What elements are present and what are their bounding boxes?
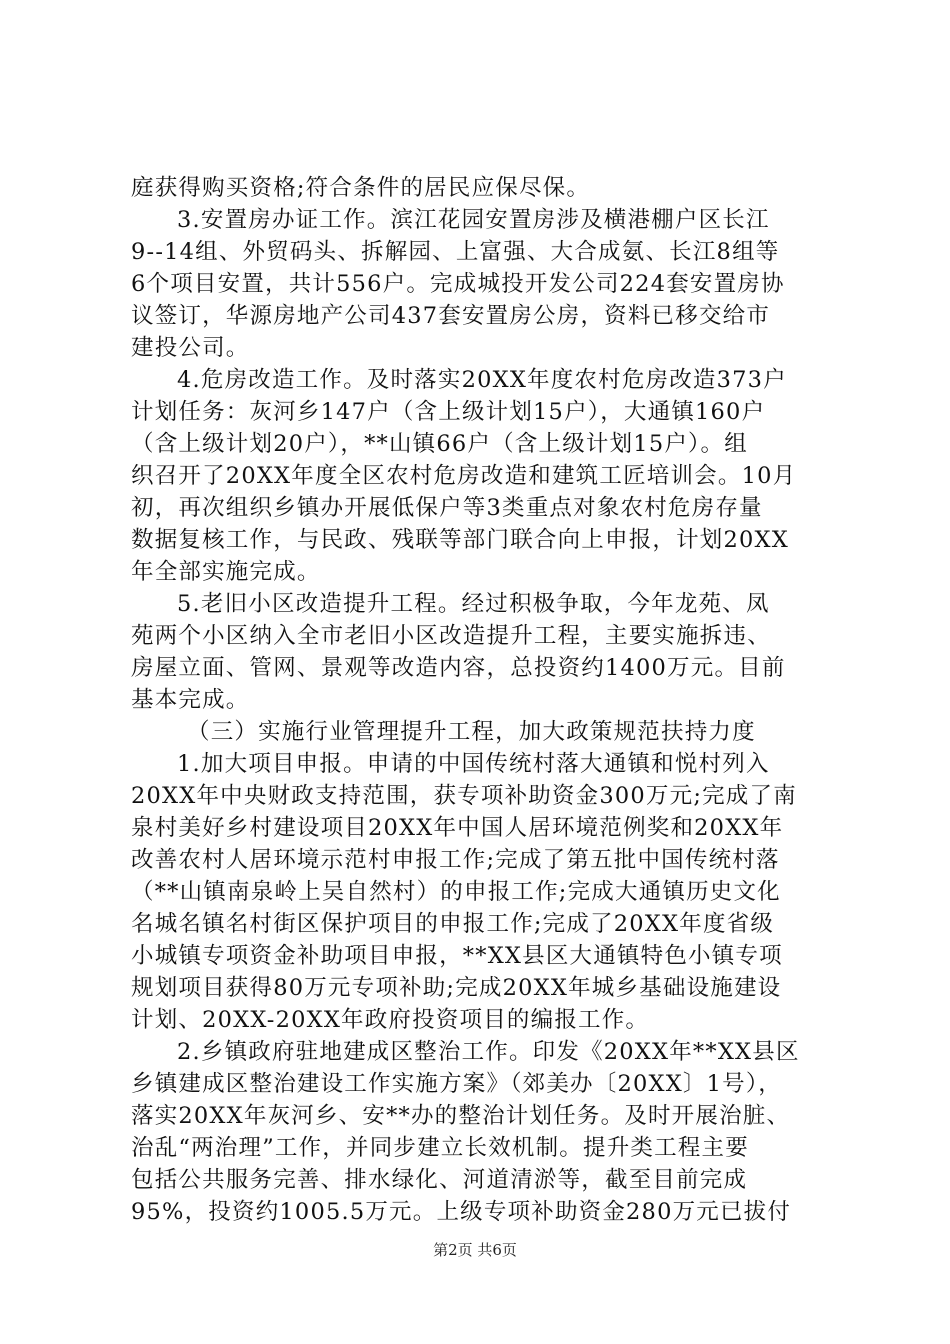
- paragraph-line: 初，再次组织乡镇办开展低保户等3类重点对象农村危房存量: [131, 495, 763, 521]
- paragraph-line: 9--14组、外贸码头、拆解园、上富强、大合成氨、长江8组等: [131, 239, 780, 265]
- paragraph-line: 包括公共服务完善、排水绿化、河道清淤等，截至目前完成: [131, 1167, 748, 1193]
- paragraph-line: 改善农村人居环境示范村申报工作;完成了第五批中国传统村落: [131, 847, 780, 873]
- paragraph-line: 小城镇专项资金补助项目申报，**XX县区大通镇特色小镇专项: [131, 943, 783, 969]
- paragraph-line: 名城名镇名村街区保护项目的申报工作;完成了20XX年度省级: [131, 911, 775, 937]
- paragraph-line: 基本完成。: [131, 687, 250, 713]
- paragraph-line: 2.乡镇政府驻地建成区整治工作。印发《20XX年**XX县区: [177, 1039, 800, 1065]
- paragraph-line: 计划、20XX-20XX年政府投资项目的编报工作。: [131, 1007, 650, 1033]
- paragraph-line: 织召开了20XX年度全区农村危房改造和建筑工匠培训会。10月: [131, 463, 797, 489]
- paragraph-line: 3.安置房办证工作。滨江花园安置房涉及横港棚户区长江: [177, 207, 770, 233]
- paragraph-line: 治乱“两治理”工作，并同步建立长效机制。提升类工程主要: [131, 1135, 749, 1161]
- paragraph-line: 规划项目获得80万元专项补助;完成20XX年城乡基础设施建设: [131, 975, 782, 1001]
- paragraph-line: 泉村美好乡村建设项目20XX年中国人居环境范例奖和20XX年: [131, 815, 784, 841]
- paragraph-line: 4.危房改造工作。及时落实20XX年度农村危房改造373户: [177, 367, 787, 393]
- paragraph-line: 房屋立面、管网、景观等改造内容，总投资约1400万元。目前: [131, 655, 786, 681]
- paragraph-line: 95%，投资约1005.5万元。上级专项补助资金280万元已拔付: [131, 1199, 792, 1225]
- paragraph-line: 数据复核工作，与民政、残联等部门联合向上申报，计划20XX: [131, 527, 789, 553]
- paragraph-line: 乡镇建成区整治建设工作实施方案》（郊美办〔20XX〕1号），: [131, 1071, 782, 1097]
- paragraph-line: 20XX年中央财政支持范围，获专项补助资金300万元;完成了南: [131, 783, 797, 809]
- paragraph-line: 庭获得购买资格;符合条件的居民应保尽保。: [131, 175, 591, 201]
- page-number: 第2页 共6页: [433, 1241, 517, 1259]
- paragraph-line: 年全部实施完成。: [131, 559, 321, 585]
- paragraph-line: 1.加大项目申报。申请的中国传统村落大通镇和悦村列入: [177, 751, 770, 777]
- paragraph-line: （三）实施行业管理提升工程，加大政策规范扶持力度: [187, 719, 756, 745]
- paragraph-line: 议签订，华源房地产公司437套安置房公房，资料已移交给市: [131, 303, 771, 329]
- paragraph-line: 建投公司。: [131, 335, 250, 361]
- paragraph-line: 落实20XX年灰河乡、安**办的整治计划任务。及时开展治脏、: [131, 1103, 791, 1129]
- paragraph-line: （含上级计划20户），**山镇66户（含上级计划15户）。组: [131, 431, 748, 457]
- paragraph-line: 6个项目安置，共计556户。完成城投开发公司224套安置房协: [131, 271, 785, 297]
- paragraph-line: 苑两个小区纳入全市老旧小区改造提升工程，主要实施拆违、: [131, 623, 771, 649]
- paragraph-line: 计划任务：灰河乡147户（含上级计划15户），大通镇160户: [131, 399, 766, 425]
- paragraph-line: 5.老旧小区改造提升工程。经过积极争取，今年龙苑、凤: [177, 591, 770, 617]
- paragraph-line: （**山镇南泉岭上吴自然村）的申报工作;完成大通镇历史文化: [131, 879, 781, 905]
